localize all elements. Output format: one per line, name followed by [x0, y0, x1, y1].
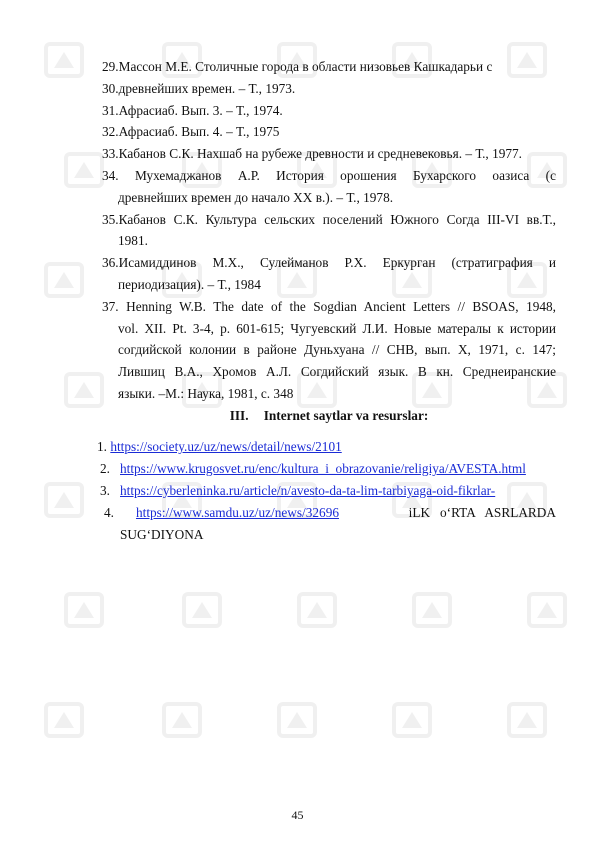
page-content [102, 56, 556, 427]
reference-item-line: 1981. [118, 233, 148, 249]
reference-item-line: древнейших времен до начало XX в.). – Т., 1978. [118, 189, 394, 205]
reference-item-line: Лившиц В.А., Хромов А.Л. Согдийский язык. В кн. Среднеиранские [118, 364, 556, 380]
reference-item-line: согдийской колонии в районе Дуньхуана // СНВ, вып. X, 1971, с. 147; [118, 342, 556, 358]
reference-item-line: 34. Мухемаджанов А.Р. История орошения Бухарского оазиса (с [102, 167, 556, 183]
document-logo-icon [160, 700, 204, 740]
link-samdu[interactable]: https://www.samdu.uz/uz/news/32696 [135, 505, 339, 520]
reference-item-line: 37. Henning W.B. The date of the Sogdian Ancient Letters // BSOAS, 1948, [102, 298, 556, 314]
document-logo-icon [275, 700, 319, 740]
document-logo-icon [180, 590, 224, 630]
document-logo-icon [390, 700, 434, 740]
document-logo-icon [42, 700, 86, 740]
reference-item: 30.древнейших времен. – Т., 1973. [102, 80, 296, 96]
section-title: Internet saytlar va resurslar: [263, 407, 429, 423]
reference-item-line: языки. –М.: Наука, 1981, с. 348 [118, 385, 294, 401]
reference-item-line: 35.Кабанов С.К. Культура сельских поселений Южного Согда III-VI вв.Т., [102, 211, 556, 227]
document-logo-icon [295, 590, 339, 630]
link-item [97, 436, 342, 458]
document-logo-icon [42, 260, 86, 300]
reference-item-line: 36.Исамиддинов М.Х., Сулейманов Р.Х. Еркурган (стратиграфия и [102, 255, 556, 271]
document-logo-icon [42, 480, 86, 520]
reference-item: 29.Массон М.Е. Столичные города в области низовьев Кашкадарьи с [102, 59, 493, 74]
section-number: III. [229, 407, 249, 423]
link-krugosvet[interactable]: https://www.krugosvet.ru/enc/kultura_i_obrazovanie/religiya/AVESTA.html [120, 461, 526, 476]
link-number: 4. [104, 505, 114, 520]
link-number: 1. [97, 439, 107, 454]
reference-item: 33.Кабанов С.К. Нахшаб на рубеже древности и средневековья. – Т., 1977. [102, 146, 523, 162]
link-trailing-text: iLK o‘RTA ASRLARDA [408, 505, 556, 520]
document-logo-icon [410, 590, 454, 630]
link-society[interactable]: https://society.uz/uz/news/detail/news/2101 [110, 439, 342, 454]
reference-item-line: периодизация). – Т., 1984 [118, 276, 261, 292]
reference-item: 31.Афрасиаб. Вып. 3. – Т., 1974. [102, 102, 283, 118]
page-number: 45 [291, 808, 304, 822]
document-logo-icon [42, 40, 86, 80]
reference-item-line: vol. XII. Pt. 3-4, p. 601-615; Чугуевский Л.И. Новые матерaлы к истории [118, 320, 556, 336]
link-trailing-text-line: SUG‘DIYONA [120, 527, 204, 542]
link-item [100, 480, 495, 502]
reference-item: 32.Афрасиаб. Вып. 4. – Т., 1975 [102, 124, 280, 140]
document-logo-icon [62, 370, 106, 410]
document-logo-icon [525, 590, 569, 630]
document-logo-icon [62, 590, 106, 630]
section-heading [102, 405, 556, 427]
link-item [104, 502, 556, 524]
link-number: 2. [100, 461, 110, 476]
document-logo-icon [62, 150, 106, 190]
link-item [100, 458, 526, 480]
link-number: 3. [100, 483, 110, 498]
document-logo-icon [505, 700, 549, 740]
link-cyberleninka[interactable]: https://cyberleninka.ru/article/n/avesto-da-ta-lim-tarbiyaga-oid-fikrlar- [120, 483, 496, 498]
